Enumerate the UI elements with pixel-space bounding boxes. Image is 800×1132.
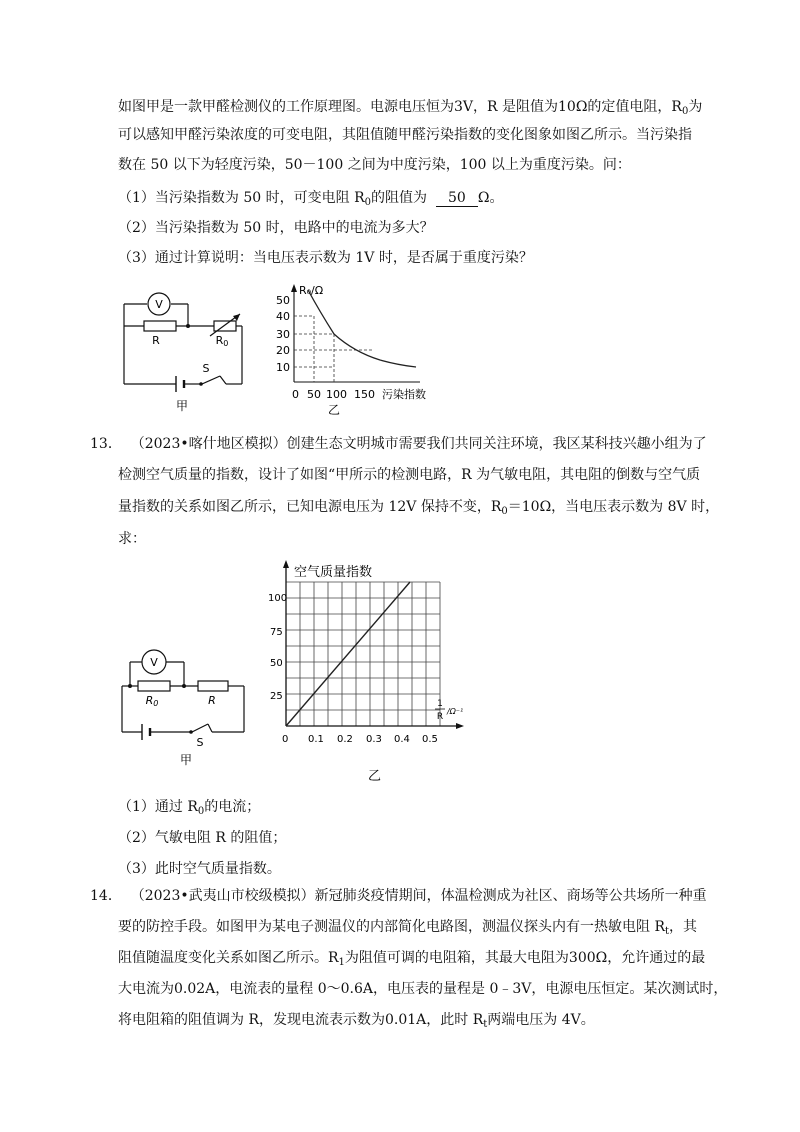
q13-line-4: 求： <box>118 531 146 547</box>
q12-graph-guides <box>294 316 374 382</box>
q13-part-3: （3）此时空气质量指数。 <box>118 861 281 877</box>
q12-graph-ylabel: R₀/Ω <box>299 284 324 297</box>
q12-circuit-caption: 甲 <box>175 399 189 413</box>
q13-resistor-r0 <box>138 681 170 691</box>
q13-ytick-50: 50 <box>270 658 283 669</box>
q12-intro-line-1: 如图甲是一款甲醛检测仪的工作原理图。电源电压恒为3V，R 是阻值为10Ω的定值电阻，$R_0$为 <box>118 99 703 117</box>
q12-graph-curve <box>308 290 416 367</box>
svg-text:/Ω⁻¹: /Ω⁻¹ <box>447 707 464 716</box>
q12-part-3: （3）通过计算说明：当电压表示数为 1V 时，是否属于重度污染？ <box>118 250 533 266</box>
q13-line-1: 13． （2023•喀什地区模拟）创建生态文明城市需要我们共同关注环境，我区某科技兴趣小组为了 <box>90 436 707 452</box>
q12-xtick-150: 150 <box>354 388 375 401</box>
q13-xtick-0.1: 0.1 <box>308 734 324 745</box>
q14-number: 14． <box>90 888 122 904</box>
q13-circuit-diagram <box>112 640 262 770</box>
q12-intro-line-2: 可以感知甲醛污染浓度的可变电阻，其阻值随甲醛污染指数的变化图象如图乙所示。当污染指 <box>118 127 692 143</box>
q13-gas-resistor-r <box>198 681 228 691</box>
q12-xtick-50: 50 <box>307 388 321 401</box>
q13-ytick-25: 25 <box>270 691 283 702</box>
q12-ytick-40: 40 <box>276 310 290 323</box>
q13-graph <box>266 556 470 786</box>
svg-text:1: 1 <box>437 699 443 709</box>
q12-xtick-0: 0 <box>292 388 299 401</box>
q13-line-3: 量指数的关系如图乙所示，已知电源电压为 12V 保持不变，$R_0=10\Omega$，当电压表示数为 8V 时， <box>118 499 720 517</box>
q13-circuit-caption: 甲 <box>179 753 193 767</box>
q12-switch-label: S <box>202 362 210 375</box>
q13-xtick-0.2: 0.2 <box>337 734 353 745</box>
q12-intro-line-3: 数在 50 以下为轻度污染，50－100 之间为中度污染，100 以上为重度污染。问： <box>118 157 631 173</box>
q13-graph-line <box>286 582 410 726</box>
q13-r0-label: R0 <box>145 694 159 708</box>
q13-part-2: （2）气敏电阻 R 的阻值； <box>118 830 287 846</box>
q13-xtick-0.3: 0.3 <box>366 734 382 745</box>
q13-line-2: 检测空气质量的指数，设计了如图“甲所示的检测电路，R 为气敏电阻，其电阻的倒数与空气质 <box>118 467 701 483</box>
q14-line-1: 14． （2023•武夷山市校级模拟）新冠肺炎疫情期间，体温检测成为社区、商场等公共场所一种重 <box>90 888 707 904</box>
q13-ytick-75: 75 <box>270 627 283 638</box>
q13-xtick-0.5: 0.5 <box>422 734 438 745</box>
q13-r-label: R <box>208 694 216 707</box>
q13-xtick-0.4: 0.4 <box>394 734 410 745</box>
q12-variable-resistor-r0 <box>214 321 236 331</box>
q12-graph-caption: 乙 <box>328 403 341 417</box>
q13-graph-xlabel <box>435 699 463 722</box>
q12-part-1: （1）当污染指数为 50 时，可变电阻 $R_0$的阻值为 50 Ω。 <box>118 190 504 208</box>
q12-voltmeter-label: V <box>155 298 163 311</box>
q12-r0-label: R0 <box>215 334 229 348</box>
q12-ytick-20: 20 <box>276 344 290 357</box>
q12-ytick-50: 50 <box>276 294 290 307</box>
q13-voltmeter-label: V <box>150 656 158 669</box>
q12-resistor-r <box>144 321 176 331</box>
q13-xtick-0: 0 <box>282 734 289 745</box>
q12-part-2: （2）当污染指数为 50 时，电路中的电流为多大？ <box>118 220 434 236</box>
q14-line-3: 阻值随温度变化关系如图乙所示。$R_1$为阻值可调的电阻箱，其最大电阻为300Ω，允许通过的最 <box>118 950 706 968</box>
q13-number: 13． <box>90 436 122 452</box>
q12-ytick-10: 10 <box>276 361 290 374</box>
q12-circuit-diagram <box>110 286 250 416</box>
q12-r-label: R <box>152 334 160 347</box>
q13-graph-ylabel: 空气质量指数 <box>294 565 373 580</box>
q13-ytick-100: 100 <box>268 593 288 604</box>
q12-ytick-30: 30 <box>276 328 290 341</box>
q12-graph-xlabel: 污染指数 <box>382 388 426 401</box>
q12-xtick-100: 100 <box>326 388 347 401</box>
svg-text:R: R <box>436 712 444 722</box>
q14-line-4: 大电流为0.02A，电流表的量程 0～0.6A，电压表的量程是 0﹣3V，电源电压恒定。某次测试时， <box>118 981 728 997</box>
q13-part-1: （1）通过 $R_0$的电流； <box>118 799 261 817</box>
q13-graph-grid <box>286 582 440 726</box>
q14-line-2: 要的防控手段。如图甲为某电子测温仪的内部简化电路图，测温仪探头内有一热敏电阻 $R_t$，其 <box>118 919 698 937</box>
q12-graph <box>270 278 450 418</box>
q14-line-5: 将电阻箱的阻值调为 R，发现电流表示数为0.01A，此时 $R_t$两端电压为 4V。 <box>118 1012 595 1030</box>
q12-answer-blank: 50 <box>436 190 478 207</box>
q13-graph-caption: 乙 <box>368 769 382 784</box>
q13-switch-label: S <box>196 736 204 749</box>
